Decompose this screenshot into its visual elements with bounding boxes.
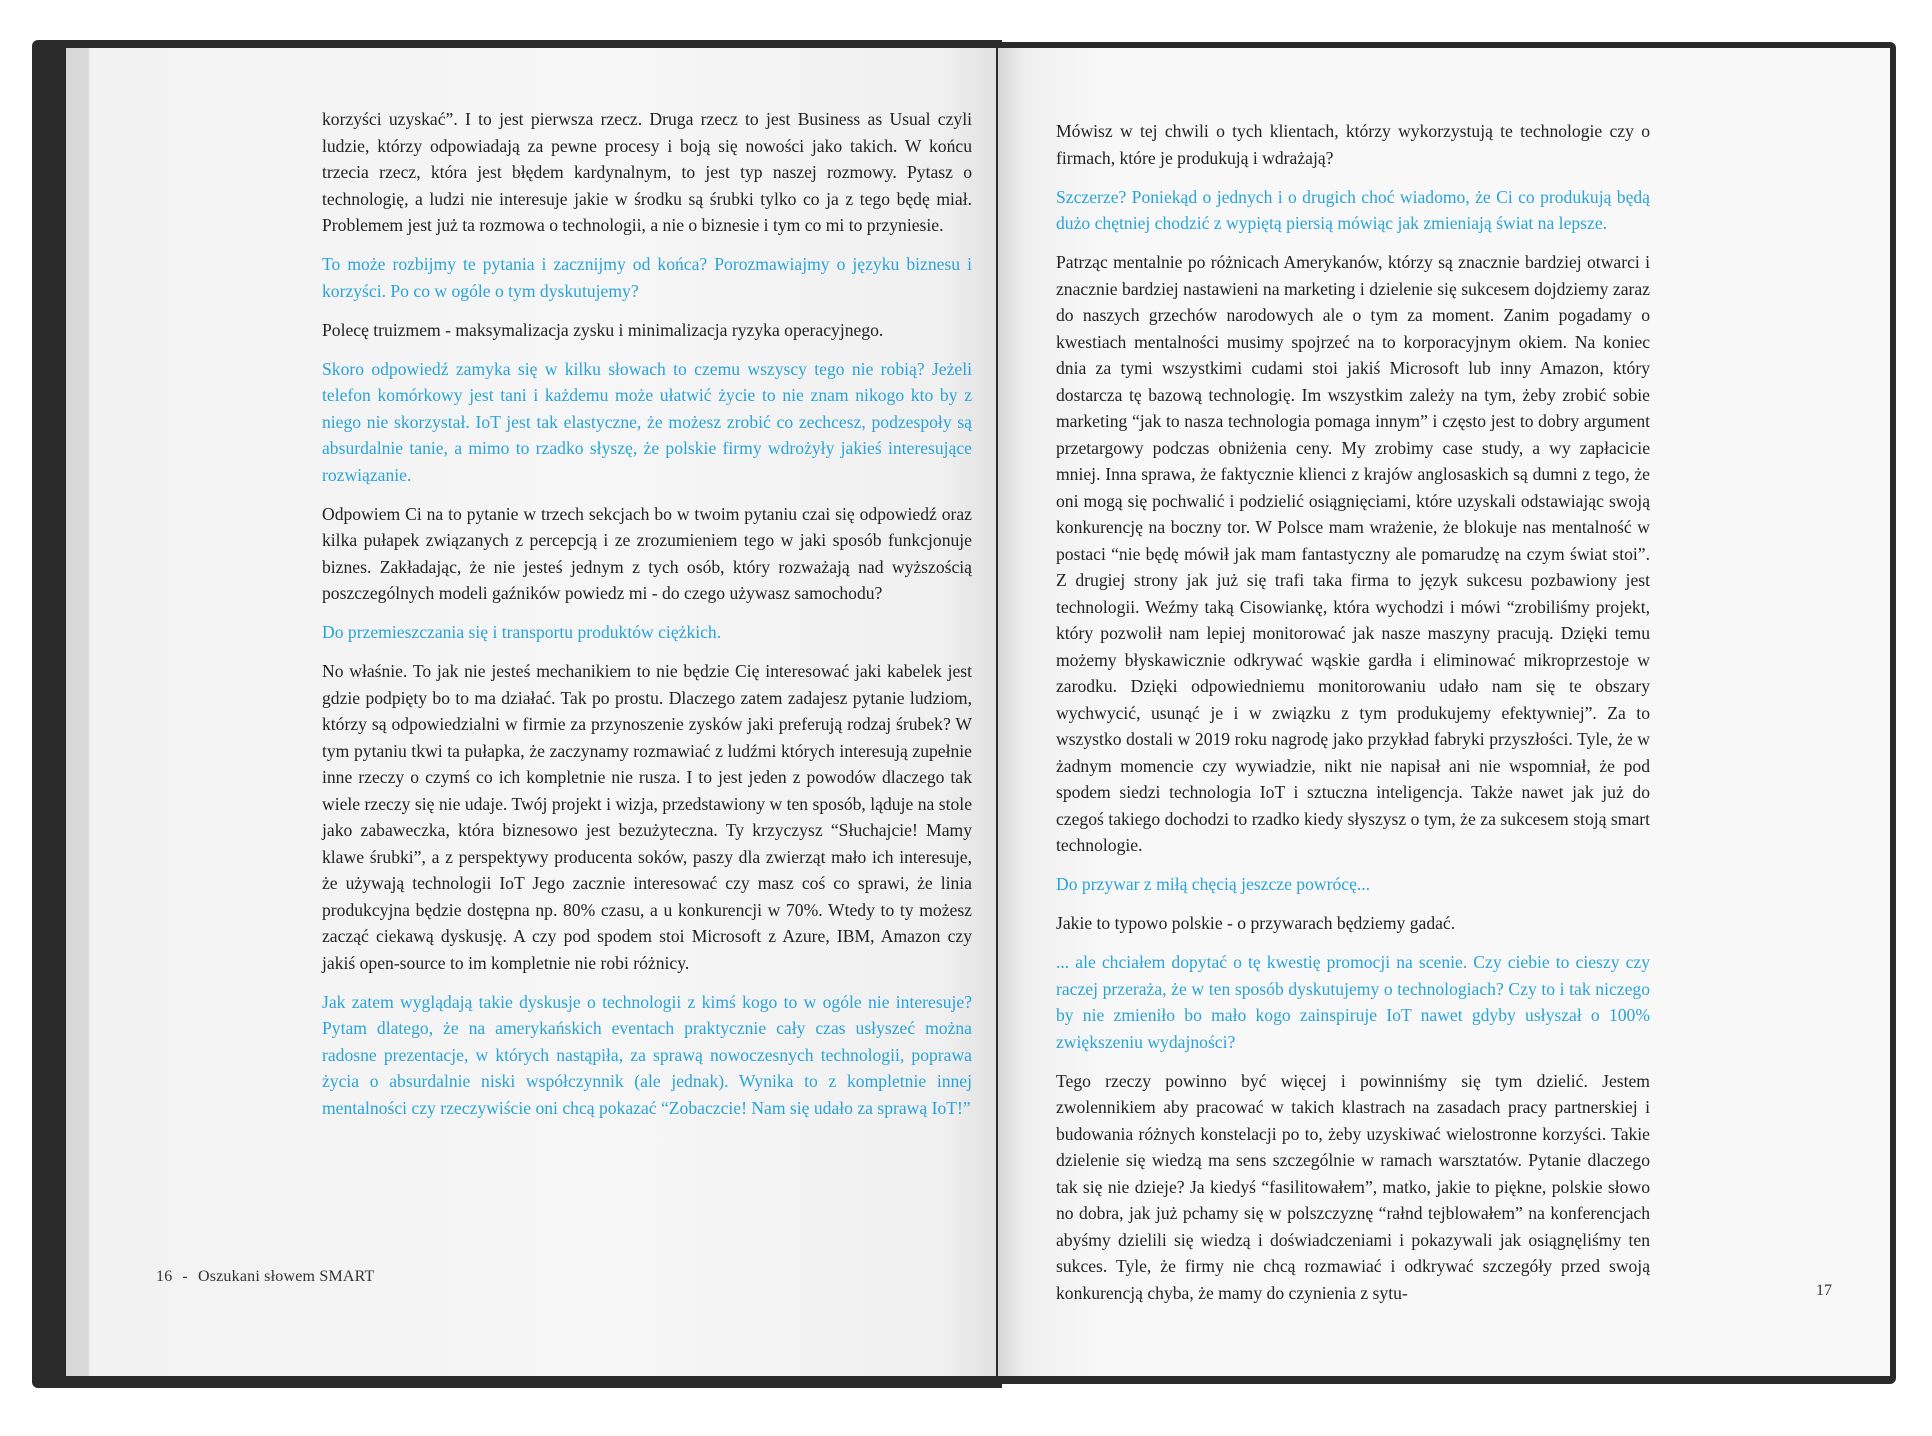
- paragraph: Jakie to typowo polskie - o przywarach będziemy gadać.: [1056, 913, 1456, 933]
- paragraph: Odpowiem Ci na to pytanie w trzech sekcjach bo w twoim pytaniu czai się odpowiedź oraz kilka pułapek związanych z percepcją i ze zrozumieniem tego w jaki sposób funkcjonuje biznes. Zakładając, że nie jesteś jednym z tych osób, który rozważają nad wyższością poszczególnych modeli gaźników powiedz mi - do czego używasz samochodu?: [322, 503, 972, 603]
- interview-question: Do przemieszczania się i transportu produktów ciężkich.: [322, 622, 722, 642]
- left-page: [66, 48, 996, 1376]
- running-title: Oszukani słowem SMART: [197, 1268, 375, 1285]
- paragraph: korzyści uzyskać”. I to jest pierwsza rzecz. Druga rzecz to jest Business as Usual czyli ludzie, którzy odpowiadają za pewne procesy i boją się nowości jako takich. W końcu trzecia rzecz, która jest błędem kardynalnym, to jest typ naszej rozmowy. Pytasz o technologię, a ludzi nie interesuje jakie w środku są śrubki tylko co ja z tego będę miał. Problemem jest już ta rozmowa o technologii, a nie o biznesie i tym co mi to przyniesie.: [322, 109, 972, 235]
- right-folio: [1816, 1282, 1832, 1300]
- page-number: 16: [156, 1268, 173, 1285]
- paragraph: Mówisz w tej chwili o tych klientach, którzy wykorzystują te technologie czy o firmach, które je produkują i wdrażają?: [1056, 121, 1650, 168]
- interview-question: Szczerze? Poniekąd o jednych i o drugich choć wiadomo, że Ci co produkują będą dużo chętniej chodzić z wypiętą piersią mówiąc jak zmieniają świat na lepsze.: [1056, 186, 1650, 233]
- interview-question: To może rozbijmy te pytania i zacznijmy od końca? Porozmawiajmy o języku biznesu i korzyści. Po co w ogóle o tym dyskutujemy?: [322, 254, 972, 301]
- interview-question: Skoro odpowiedź zamyka się w kilku słowach to czemu wszyscy tego nie robią? Jeżeli telefon komórkowy jest tani i każdemu może ułatwić życie to nie znam nikogo kto by z niego nie skorzystał. IoT jest tak elastyczne, że możesz zrobić co zechcesz, podzespoły są absurdalnie tanie, a mimo to rzadko słyszę, że polskie firmy wdrożyły jakieś interesujące rozwiązanie.: [322, 358, 972, 485]
- paragraph: Patrząc mentalnie po różnicach Amerykanów, którzy są znacznie bardziej otwarci i znacznie bardziej nastawieni na marketing i dzielenie się sukcesem dojdziemy zaraz do naszych grzechów narodowych ale o tym za moment. Zanim pogadamy o kwestiach mentalności musimy spojrzeć na to korporacyjnym okiem. Na koniec dnia za tymi wszystkimi cudami stoi jakiś Microsoft lub inny Amazon, który dostarcza tę bazową technologię. Im wszystkim zależy na tym, żeby zrobić sobie marketing “jak to nasza technologia pomaga innym” i często jest to dobry argument przetargowy podczas obniżenia ceny. My zrobimy case study, a wy zapłacicie mniej. Inna sprawa, że faktycznie klienci z krajów anglosaskich są dumni z tego, że oni mogą się pochwalić i podzielić osiągnięciami, które uzyskali odstawiając swoją konkurencję na boczny tor. W Polsce mam wrażenie, że blokuje nas mentalność w postaci “nie będę mówił jak mam fantastyczny ale pomarudzę na czym świat stoi”. Z drugiej strony jak już się trafi taka firma to język sukcesu pozbawiony jest technologii. Weźmy taką Cisowiankę, która wychodzi i mówi “zrobiliśmy projekt, który pozwolił nam lepiej monitorować jak nasze maszyny pracują. Dzięki temu możemy błyskawicznie odkrywać wąskie gardła i eliminować mikroprzestoje w zarodku. Dzięki odpowiedniemu monitorowaniu udało nam się te obszary wychwycić, usunąć je i w związku z tym produkujemy efektywniej”. Za to wszystko dostali w 2019 roku nagrodę jako przykład fabryki przyszłości. Tyle, że w żadnym momencie czy wywiadzie, nikt nie napisał ani nie wspomniał, że pod spodem siedzi technologia IoT i sztuczna inteligencja. Także nawet jak już do czegoś takiego dochodzi to rzadko kiedy słyszysz o tym, że za sukcesem stoją smart technologie.: [1056, 252, 1650, 855]
- interview-question: Do przywar z miłą chęcią jeszcze powrócę...: [1056, 874, 1371, 894]
- right-page: [998, 48, 1890, 1376]
- left-page-text: [322, 106, 972, 1134]
- paragraph: Tego rzeczy powinno być więcej i powinniśmy się tym dzielić. Jestem zwolennikiem aby pracować w takich klastrach na zasadach pracy partnerskiej i budowania różnych konstelacji po to, żeby uzyskiwać wielostronne korzyści. Takie dzielenie się wiedzą ma sens szczególnie w ramach warsztatów. Pytanie dlaczego tak się nie dzieje? Ja kiedyś “fasilitowałem”, matko, jakie to piękne, polskie słowo no dobra, jak już pchamy się w polszczyznę “rałnd tejblowałem” na konferencjach abyśmy dzielili się wiedzą i doświadczeniami i pokazywali jak osiągnęliśmy ten sukces. Tyle, że firmy nie chcą rozmawiać i odkrywać szczegóły przed swoją konkurencją chyba, że mamy do czynienia z sytu-: [1056, 1070, 1650, 1303]
- paragraph: No właśnie. To jak nie jesteś mechanikiem to nie będzie Cię interesować jaki kabelek jest gdzie podpięty bo to ma działać. Tak po prostu. Dlaczego zatem zadajesz pytanie ludziom, którzy są odpowiedzialni w firmie za przynoszenie zysków jaki preferują rodzaj śrubek? W tym pytaniu tkwi ta pułapka, że zaczynamy rozmawiać z ludźmi których interesują zupełnie inne rzeczy o czymś co ich kompletnie nie rusza. I to jest jeden z powodów dlaczego tak wiele rzeczy się nie udaje. Twój projekt i wizja, przedstawiony w ten sposób, ląduje na stole jako zabaweczka, która biznesowo jest bezużyteczna. Ty krzyczysz “Słuchajcie! Mamy klawe śrubki”, a z perspektywy producenta soków, paszy dla zwierząt mało ich interesuje, że używają technologii IoT Jego zacznie interesować czy masz coś co sprawi, że linia produkcyjna będzie dostępna np. 80% czasu, a u konkurencji w 70%. Wtedy to ty możesz zacząć ciekawą dyskusję. A czy pod spodem stoi Microsoft z Azure, IBM, Amazon czy jakiś open-source to im kompletnie nie robi różnicy.: [322, 661, 972, 973]
- interview-question: ... ale chciałem dopytać o tę kwestię promocji na scenie. Czy ciebie to cieszy czy raczej przeraża, że w ten sposób dyskutujemy o technologiach? Czy to i tak niczego by nie zmieniło bo mało kogo zainspiruje IoT nawet gdyby usłyszał o 100% zwiększeniu wydajności?: [1056, 952, 1650, 1052]
- interview-question: Jak zatem wyglądają takie dyskusje o technologii z kimś kogo to w ogóle nie interesuje? Pytam dlatego, że na amerykańskich eventach praktycznie cały czas usłyszeć można radosne prezentacje, w których nastąpiła, za sprawą nowoczesnych technologii, poprawa życia o absurdalnie niski współczynnik (ale jednak). Wynika to z kompletnie innej mentalności czy rzeczywiście oni chcą pokazać “Zobaczcie! Nam się udało za sprawą IoT!”: [322, 991, 972, 1118]
- left-folio: [156, 1268, 375, 1286]
- paragraph: Polecę truizmem - maksymalizacja zysku i minimalizacja ryzyka operacyjnego.: [322, 319, 884, 340]
- right-page-text: [1056, 118, 1650, 1319]
- page-number: 17: [1816, 1282, 1832, 1299]
- folio-separator: -: [182, 1268, 188, 1285]
